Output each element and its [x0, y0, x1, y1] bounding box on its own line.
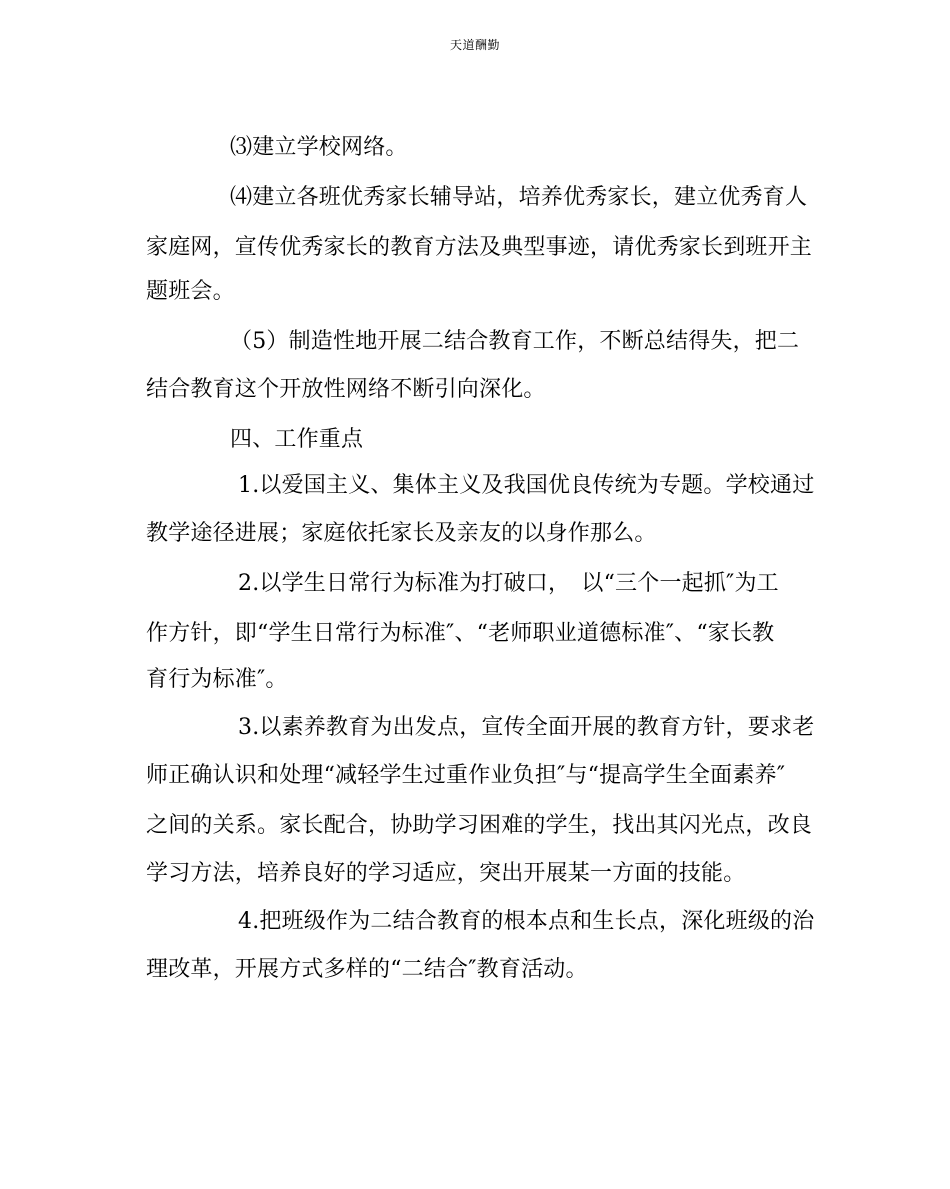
text-line: 题班会。: [146, 279, 235, 304]
text-line: 教学途径进展；家庭依托家长及亲友的以身作那么。: [146, 521, 657, 546]
text-line: 作方针，即“学生日常行为标准″、“老师职业道德标准″、“家长教: [146, 621, 775, 646]
section-heading: 四、工作重点: [230, 427, 364, 452]
text-line: 结合教育这个开放性网络不断引向深化。: [146, 377, 546, 402]
text-line: 师正确认识和处理“减轻学生过重作业负担″与“提高学生全面素养″: [146, 763, 786, 788]
text-line: ⑷建立各班优秀家长辅导站，培养优秀家长，建立优秀育人: [230, 185, 808, 210]
text-line: 4.把班级作为二结合教育的根本点和生长点，深化班级的治: [238, 909, 815, 934]
text-line: 之间的关系。家长配合，协助学习困难的学生，找出其闪光点，改良: [146, 813, 813, 838]
text-line: ⑶建立学校网络。: [230, 135, 408, 160]
text-line: 3.以素养教育为出发点，宣传全面开展的教育方针，要求老: [238, 715, 815, 740]
text-line: （5）制造性地开展二结合教育工作，不断总结得失，把二: [230, 329, 800, 354]
text-line: 家庭网，宣传优秀家长的教育方法及典型事迹，请优秀家长到班开主: [146, 235, 813, 260]
text-line: 学习方法，培养良好的学习适应，突出开展某一方面的技能。: [146, 861, 746, 886]
page-header: 天道酬勤: [449, 38, 500, 52]
text-line: 育行为标准″。: [146, 667, 288, 692]
text-line: 1.以爱国主义、集体主义及我国优良传统为专题。学校通过: [238, 473, 815, 498]
text-line: 2.以学生日常行为标准为打破口， 以“三个一起抓″为工: [238, 571, 779, 596]
text-line: 理改革，开展方式多样的“二结合″教育活动。: [146, 957, 588, 982]
